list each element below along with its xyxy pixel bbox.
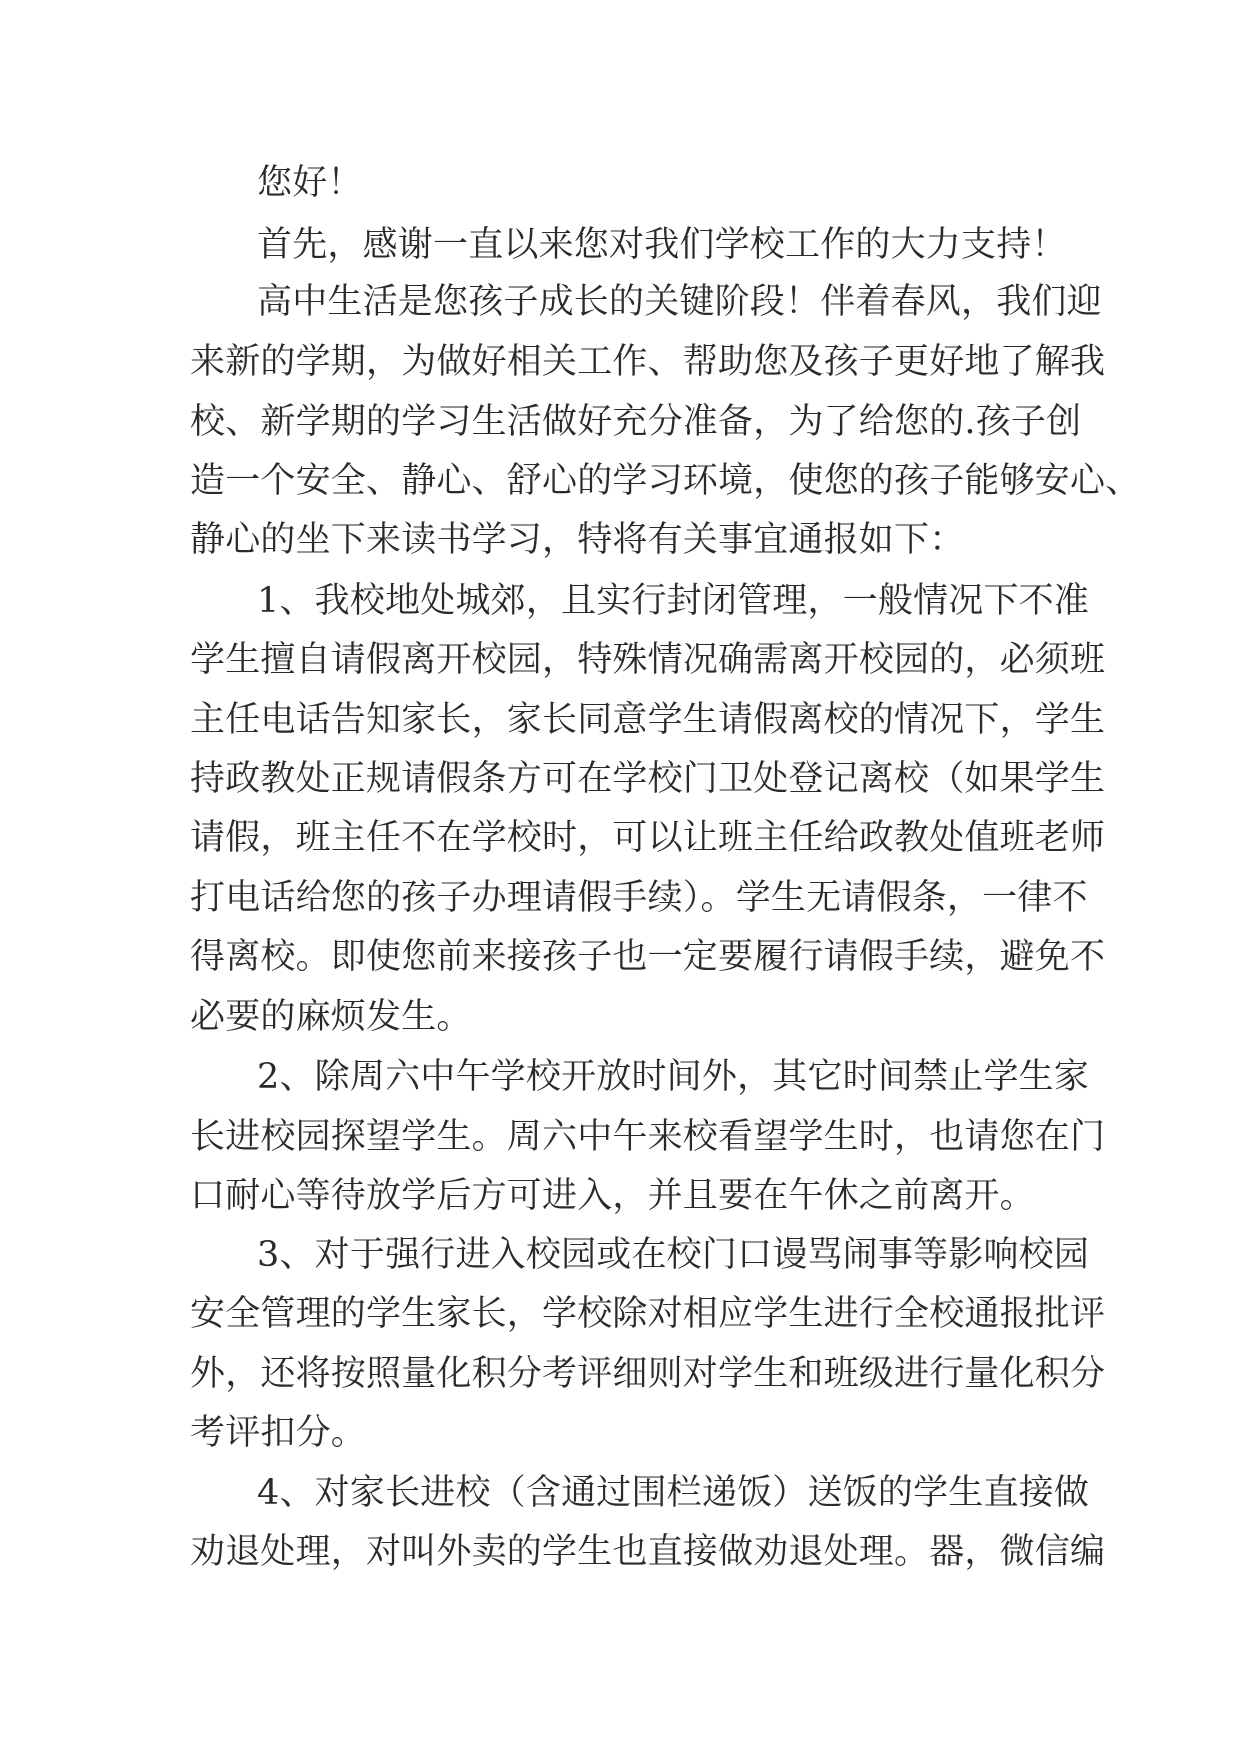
paragraph-line: 首先，感谢一直以来您对我们学校工作的大力支持！ bbox=[257, 225, 1067, 265]
paragraph-line: 必要的麻烦发生。 bbox=[190, 997, 472, 1037]
paragraph-line: 打电话给您的孩子办理请假手续）。学生无请假条，一律不 bbox=[190, 878, 1088, 918]
paragraph-line: 学生擅自请假离开校园，特殊情况确需离开校园的，必须班 bbox=[190, 640, 1106, 680]
paragraph-line: 口耐心等待放学后方可进入，并且要在午休之前离开。 bbox=[190, 1176, 1035, 1216]
paragraph-line: 得离校。即使您前来接孩子也一定要履行请假手续，避免不 bbox=[190, 937, 1106, 977]
paragraph-line: 安全管理的学生家长，学校除对相应学生进行全校通报批评 bbox=[190, 1294, 1106, 1334]
paragraph-line: 考评扣分。 bbox=[190, 1413, 367, 1453]
paragraph-line: 造一个安全、静心、舒心的学习环境，使您的孩子能够安心、 bbox=[190, 461, 1141, 501]
greeting-line: 您好！ bbox=[257, 163, 363, 203]
paragraph-line: 请假，班主任不在学校时，可以让班主任给政教处值班老师 bbox=[190, 818, 1106, 858]
paragraph-line: 静心的坐下来读书学习，特将有关事宜通报如下： bbox=[190, 520, 965, 560]
paragraph-line: 来新的学期，为做好相关工作、帮助您及孩子更好地了解我 bbox=[190, 342, 1106, 382]
paragraph-line: 劝退处理，对叫外卖的学生也直接做劝退处理。器，微信编 bbox=[190, 1532, 1106, 1572]
list-item-3-line: 3、对于强行进入校园或在校门口谩骂闹事等影响校园 bbox=[257, 1235, 1090, 1275]
paragraph-line: 长进校园探望学生。周六中午来校看望学生时，也请您在门 bbox=[190, 1117, 1106, 1157]
list-item-4-line: 4、对家长进校（含通过围栏递饭）送饭的学生直接做 bbox=[257, 1473, 1090, 1513]
paragraph-line: 持政教处正规请假条方可在学校门卫处登记离校（如果学生 bbox=[190, 759, 1106, 799]
list-item-1-line: 1、我校地处城郊，且实行封闭管理，一般情况下不准 bbox=[257, 581, 1090, 621]
paragraph-line: 外，还将按照量化积分考评细则对学生和班级进行量化积分 bbox=[190, 1354, 1106, 1394]
list-item-2-line: 2、除周六中午学校开放时间外，其它时间禁止学生家 bbox=[257, 1057, 1090, 1097]
paragraph-line: 高中生活是您孩子成长的关键阶段！伴着春风，我们迎 bbox=[257, 282, 1102, 322]
paragraph-line: 校、新学期的学习生活做好充分准备，为了给您的.孩子创 bbox=[190, 402, 1082, 442]
paragraph-line: 主任电话告知家长，家长同意学生请假离校的情况下，学生 bbox=[190, 700, 1106, 740]
